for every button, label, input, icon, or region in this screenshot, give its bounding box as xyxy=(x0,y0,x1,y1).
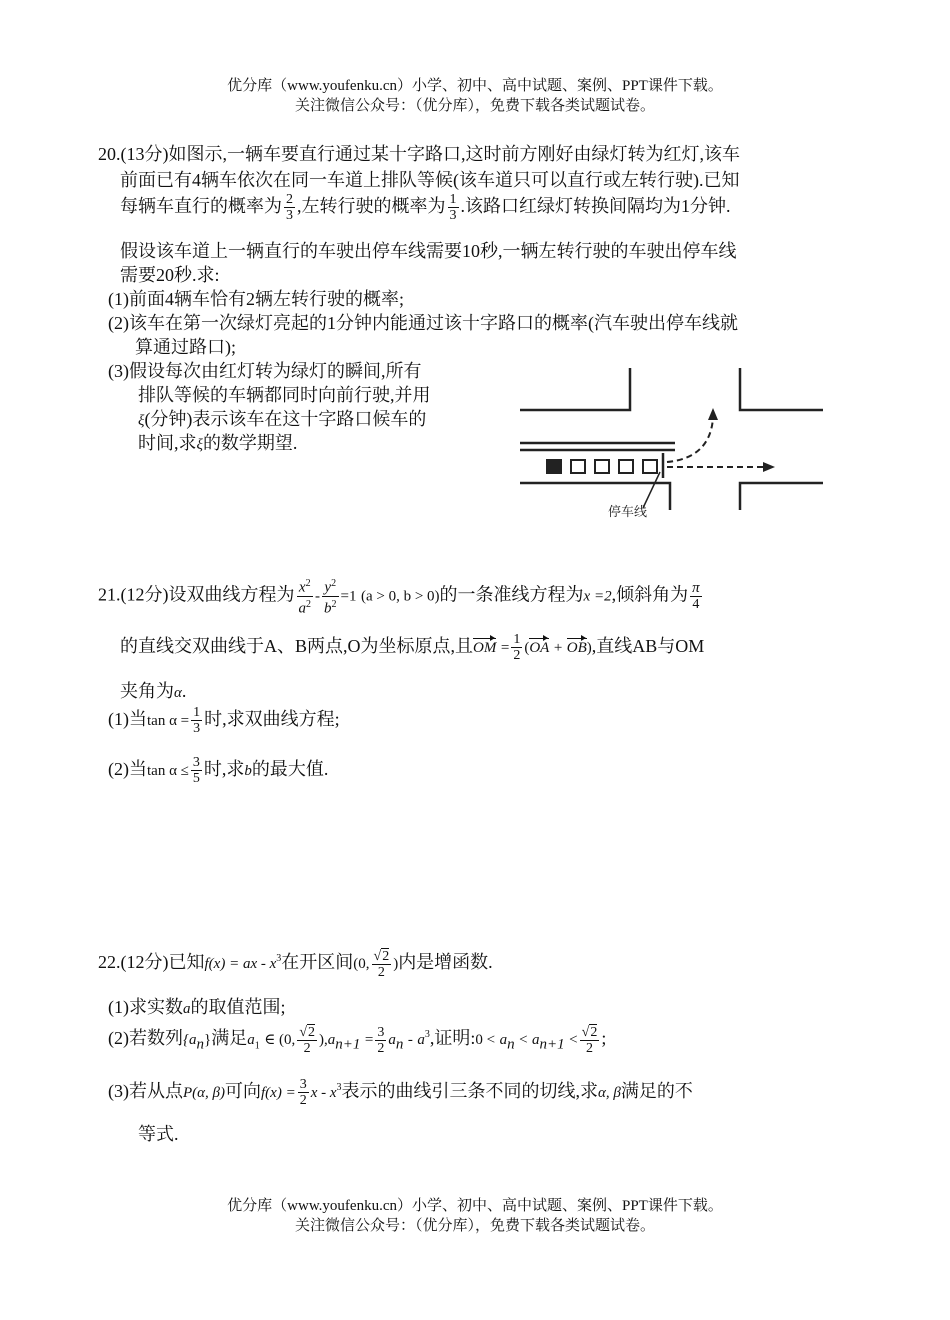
q20-part-2a: (2)该车在第一次绿灯亮起的1分钟内能通过该十字路口的概率(汽车驶出停车线就 xyxy=(108,313,738,333)
fraction: $\frac{3}{5}$ xyxy=(192,755,200,787)
xi-symbol: ξ xyxy=(138,413,145,429)
q22-line-1: 22.(12分)已知f(x) = ax - $x^3$在开区间(0, $\frac{√2}{2}$ )内是增函数. xyxy=(98,949,493,980)
q21-part-2: (2)当tan α ≤ $\frac{3}{5}$ 时,求b的最大值. xyxy=(108,755,329,787)
denominator: 3 xyxy=(286,208,293,224)
q22-part-3: (3)若从点P(α, β)可向f(x) = $\frac{3}{2}$ x - $x^3$表示的曲线引三条不同的切线,求α, β满足的不 xyxy=(108,1077,693,1109)
q20-line-5: 需要20秒.求: xyxy=(120,265,220,285)
waiting-car-2 xyxy=(595,460,609,473)
waiting-car-1 xyxy=(571,460,585,473)
fraction-y2-b2: $\frac{y^2}{b^2}$ xyxy=(324,578,337,617)
equals-sign: = xyxy=(500,640,510,656)
q22-part-1: (1)求实数a的取值范围; xyxy=(108,997,286,1017)
waiting-car-3 xyxy=(619,460,633,473)
q22-part-2: (2)若数列$\{a_n\}$满足$a_1$ ∈ (0, $\frac{√2}{2}$ )$,a_{n+1}$ = $\frac{3}{2}$ $a_n - a^3$,证明:0 < $a_n < a_{n+1}$ < $\frac{√2}{2}$ ; xyxy=(108,1024,607,1056)
denominator: 3 xyxy=(449,208,457,224)
road-edge-top-right xyxy=(740,368,823,410)
q21-text: 夹角为 xyxy=(120,681,174,701)
waiting-car-4 xyxy=(643,460,657,473)
q21-text: 21.(12分)设双曲线方程为 xyxy=(98,584,295,605)
q20-part-3a: (3)假设每次由红灯转为绿灯的瞬间,所有 xyxy=(108,361,422,381)
waiting-car-own xyxy=(547,460,561,473)
fraction-pi-4: $\frac{\pi}{4}$ xyxy=(692,579,700,612)
tan-alpha-eq: tan α = xyxy=(147,713,190,729)
equals-one: =1 xyxy=(340,588,357,605)
q20-part-1: (1)前面4辆车恰有2辆左转行驶的概率; xyxy=(108,289,404,309)
q21-line-3: 夹角为α. xyxy=(120,681,187,701)
vector-ob: OB xyxy=(566,640,587,656)
tan-alpha-le: tan α ≤ xyxy=(147,763,189,779)
fraction xyxy=(448,192,459,223)
point-p: P(α, β) xyxy=(183,1085,225,1101)
header-line-2: 关注微信公众号：（优分库），免费下载各类试题试卷。 xyxy=(294,98,655,114)
q20-text: (分钟)表示该车在这十字路口候车的 xyxy=(144,409,427,429)
a-symbol: a xyxy=(183,1001,191,1017)
q21-text: 的一条准线方程为 xyxy=(439,584,584,605)
q20-text: .该路口红绿灯转换间隔均为1分钟. xyxy=(460,196,731,216)
left-turn-path xyxy=(667,418,713,462)
q21-line-1 xyxy=(98,576,704,616)
q21-text: 的直线交双曲线于A、B两点,O为坐标原点,且 xyxy=(120,636,474,656)
q20-part-2b: 算通过路口); xyxy=(135,337,236,357)
q20-part-3c xyxy=(138,405,426,431)
minus-sign: - xyxy=(315,588,320,605)
q21-text: ,直线AB与OM xyxy=(591,636,705,656)
q20-part-3d xyxy=(138,429,297,455)
function-f: f(x) = ax - x xyxy=(204,956,277,973)
fraction-sqrt2-2: $\frac{√2}{2}$ xyxy=(581,1025,598,1056)
fraction xyxy=(284,192,295,223)
condition: (a > 0, b > 0) xyxy=(360,588,440,605)
q20-part-3b: 排队等候的车辆都同时向前行驶,并用 xyxy=(138,385,431,405)
road-edge-top-left xyxy=(520,368,630,410)
fraction-half: $\frac{1}{2}$ xyxy=(513,632,521,664)
fraction-sqrt2-2: $\frac{√2}{2}$ xyxy=(373,949,390,980)
straight-arrow-head xyxy=(763,462,775,472)
q20-line-1: 20.(13分)如图示,一辆车要直行通过某十字路口,这时前方刚好由绿灯转为红灯,该车 xyxy=(98,144,740,164)
road-edge-bottom-right xyxy=(740,483,823,510)
alpha-symbol: α xyxy=(174,685,182,701)
header-line-1: 优分库（www.youfenku.cn）小学、初中、高中试题、案例、PPT课件下载。 xyxy=(227,78,723,94)
vector-om: OM xyxy=(473,640,497,656)
q21-text: ,倾斜角为 xyxy=(611,584,689,605)
numerator: 2 xyxy=(286,192,293,208)
q20-text: ,左转行驶的概率为 xyxy=(297,196,446,216)
footer-line-2: 关注微信公众号：（优分库），免费下载各类试题试卷。 xyxy=(294,1218,655,1234)
numerator: 1 xyxy=(449,192,457,208)
intersection-diagram xyxy=(505,360,830,525)
q20-text: 每辆车直行的概率为 xyxy=(120,196,282,216)
q20-line-3 xyxy=(120,192,731,223)
footer-line-1: 优分库（www.youfenku.cn）小学、初中、高中试题、案例、PPT课件下载。 xyxy=(227,1198,723,1214)
fraction-sqrt2-2: $\frac{√2}{2}$ xyxy=(299,1025,315,1056)
fraction-3-2: $\frac{3}{2}$ xyxy=(299,1077,307,1109)
stop-line-label: 停车线 xyxy=(608,504,648,519)
fraction-3-2: $\frac{3}{2}$ xyxy=(377,1024,385,1056)
xi-symbol: ξ xyxy=(196,437,203,453)
b-symbol: b xyxy=(244,763,252,779)
q20-line-4: 假设该车道上一辆直行的车驶出停车线需要10秒,一辆左转行驶的车驶出停车线 xyxy=(120,241,737,261)
road-edge-bottom-left xyxy=(520,483,670,510)
q21-part-1: (1)当tan α = $\frac{1}{3}$ 时,求双曲线方程; xyxy=(108,705,340,737)
fraction-x2-a2: $\frac{x^2}{a^2}$ xyxy=(298,578,311,617)
fraction: $\frac{1}{3}$ xyxy=(193,705,201,737)
directrix: x =2 xyxy=(583,588,612,605)
q20-text: 时间,求 xyxy=(138,433,197,453)
vector-oa: OA xyxy=(529,640,550,656)
q20-text: 的数学期望. xyxy=(202,433,298,453)
q22-part-3-cont: 等式. xyxy=(138,1124,179,1144)
left-turn-arrow-head xyxy=(708,408,718,420)
q20-line-2: 前面已有4辆车依次在同一车道上排队等候(该车道只可以直行或左转行驶).已知 xyxy=(120,170,740,190)
stop-line-pointer xyxy=(643,472,660,508)
q21-line-2: 的直线交双曲线于A、B两点,O为坐标原点,且OM = $\frac{1}{2}$ (OA + OB),直线AB与OM xyxy=(120,632,705,664)
